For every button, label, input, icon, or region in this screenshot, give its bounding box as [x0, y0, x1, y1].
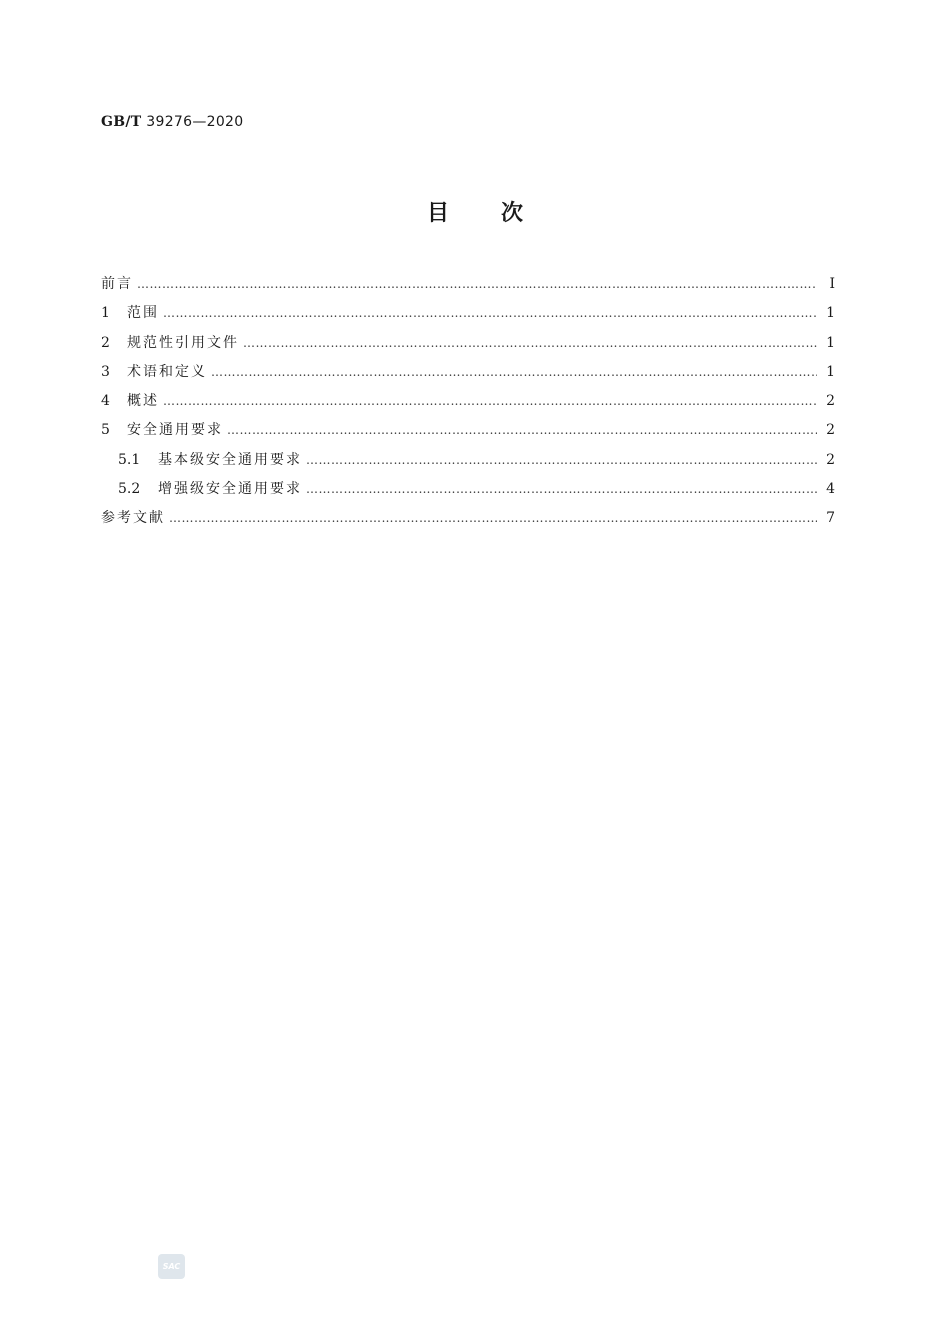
toc-entry-title: 术语和定义: [127, 363, 207, 380]
toc-entry-foreword[interactable]: [101, 270, 835, 299]
toc-entry-page: 1: [826, 334, 835, 351]
toc-entry-title: 范围: [127, 305, 159, 322]
logo-text: SAC: [162, 1262, 181, 1271]
toc-entry-terms-definitions[interactable]: [101, 358, 835, 387]
toc-leader-dots: [137, 270, 817, 299]
toc-entry-overview[interactable]: [101, 387, 835, 416]
toc-entry-number: 2: [101, 334, 110, 351]
toc-entry-normative-references[interactable]: [101, 329, 835, 358]
toc-entry-general-security-requirements[interactable]: [101, 416, 835, 445]
stac-logo-icon: [158, 1254, 185, 1279]
toc-entry-number: 5: [101, 422, 110, 439]
standard-prefix: GB/T: [101, 114, 142, 130]
toc-leader-dots: [211, 358, 817, 387]
toc-leader-dots: [243, 329, 817, 358]
toc-entry-bibliography[interactable]: [101, 504, 835, 533]
toc-entry-number: 5.1: [118, 451, 141, 468]
toc-entry-title: 安全通用要求: [127, 422, 223, 439]
toc-entry-page: 2: [826, 422, 835, 439]
toc-entry-page: 1: [826, 305, 835, 322]
toc-entry-page: 7: [826, 510, 835, 527]
standard-number: 39276—2020: [146, 114, 244, 130]
toc-entry-basic-level-requirements[interactable]: [101, 446, 835, 475]
toc-entry-title: 规范性引用文件: [127, 334, 239, 351]
page-title: 目次: [426, 201, 575, 226]
toc-entry-title: 增强级安全通用要求: [158, 481, 302, 498]
toc-entry-title: 前言: [101, 276, 133, 292]
toc-entry-number: 4: [101, 393, 110, 410]
toc-entry-number: 3: [101, 363, 110, 380]
toc-leader-dots: [163, 387, 817, 416]
toc-entry-number: 1: [101, 305, 110, 322]
toc-entry-page: 2: [826, 451, 835, 468]
toc-entry-number: 5.2: [118, 481, 141, 498]
toc-entry-enhanced-level-requirements[interactable]: [101, 475, 835, 504]
toc-leader-dots: [169, 504, 817, 533]
toc-leader-dots: [227, 416, 817, 445]
toc-leader-dots: [306, 446, 817, 475]
toc-entry-page: 2: [826, 393, 835, 410]
toc-entry-page: 1: [826, 363, 835, 380]
toc-entry-title: 基本级安全通用要求: [158, 451, 302, 468]
toc-entry-title: 概述: [127, 393, 159, 410]
table-of-contents: [101, 270, 835, 534]
toc-leader-dots: [163, 299, 817, 328]
toc-entry-page: 4: [826, 481, 835, 498]
toc-entry-page: Ⅰ: [829, 276, 835, 292]
toc-entry-scope[interactable]: [101, 299, 835, 328]
toc-entry-title: 参考文献: [101, 510, 165, 527]
standard-code: [101, 114, 243, 130]
toc-leader-dots: [306, 475, 817, 504]
